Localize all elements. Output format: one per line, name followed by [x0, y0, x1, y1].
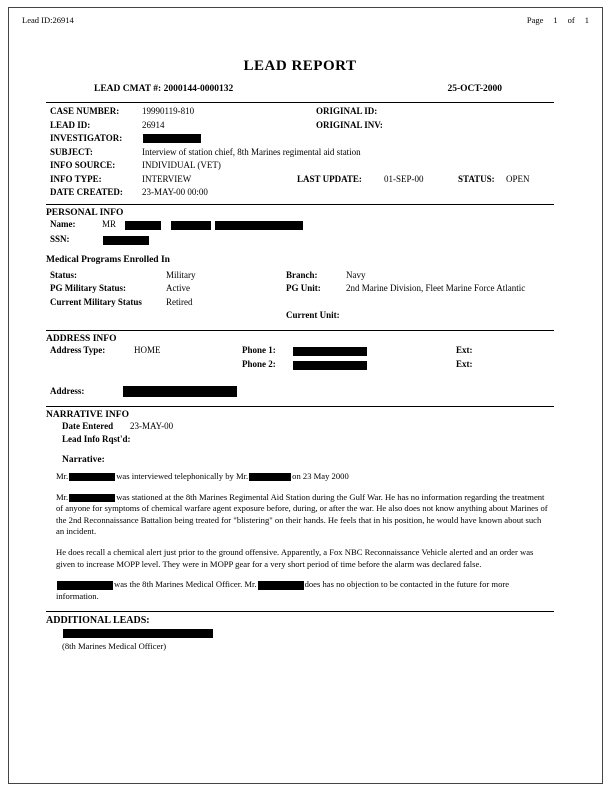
case-info-block [46, 106, 554, 201]
phone1-label: Phone 1: [242, 345, 276, 355]
original-id-label: ORIGINAL ID: [316, 106, 378, 116]
personal-info-title: PERSONAL INFO [46, 207, 124, 218]
case-number-label: CASE NUMBER: [50, 106, 120, 116]
row-investigator [46, 133, 554, 147]
address-redaction [123, 386, 237, 397]
row-lead-info-rqstd [46, 434, 554, 454]
cmat-number: 2000144-0000132 [163, 84, 234, 94]
header-lead-id-label: Lead ID: [22, 15, 53, 25]
investigator-label: INVESTIGATOR: [50, 133, 123, 143]
lead-id-value: 26914 [142, 119, 165, 130]
header-page-total: 1 [584, 15, 589, 25]
pg-unit-label: PG Unit: [286, 283, 321, 293]
name-redaction-last [215, 221, 303, 230]
header-lead-id-value: 26914 [52, 15, 74, 25]
divider-personal [46, 204, 554, 205]
cmat-label: LEAD CMAT #: [94, 84, 162, 94]
header-page-label: Page [526, 15, 544, 25]
info-source-label: INFO SOURCE: [50, 160, 116, 170]
narrative-p4-redaction-2 [258, 581, 304, 590]
header-page-info [517, 15, 589, 25]
last-update-label: LAST UPDATE: [297, 173, 362, 184]
medical-programs-label: Medical Programs Enrolled In [46, 254, 170, 265]
narrative-p2-text: was stationed at the 8th Marines Regimental Aid Station during the Gulf War. He has no information regarding the treatment of anyone for symptoms of chemical warfare agent exposure before, during, or after the war. He also does not know anything about Marines of the 2nd Reconnaissance Battalion being treated for "blistering" on their hands. He feels that in his position, he would have known about such an incident. [56, 491, 548, 537]
lead-info-rqstd-label: Lead Info Rqst'd: [62, 434, 131, 444]
phone2-label: Phone 2: [242, 358, 276, 369]
narrative-p1-redaction-1 [69, 473, 115, 481]
divider-additional-leads [46, 611, 554, 612]
narrative-p4-redaction-1 [57, 581, 113, 590]
cmat-row [46, 84, 554, 98]
additional-leads-redaction [63, 629, 213, 638]
subject-value: Interview of station chief, 8th Marines regimental aid station [142, 146, 361, 157]
status-value-case: OPEN [506, 173, 530, 184]
narrative-paragraph-2 [56, 492, 550, 538]
pg-unit-value: 2nd Marine Division, Fleet Marine Force Atlantic [346, 283, 526, 293]
narrative-paragraph-4 [56, 579, 550, 602]
address-type-value: HOME [134, 345, 161, 355]
row-info-type [46, 174, 554, 188]
divider-narrative [46, 406, 554, 407]
name-redaction-first [125, 221, 161, 230]
row-phone2 [46, 359, 554, 373]
address-info-title: ADDRESS INFO [46, 334, 117, 344]
row-address [46, 372, 554, 406]
name-redaction-middle [171, 221, 211, 230]
lead-id-label: LEAD ID: [50, 119, 91, 130]
address-label: Address: [50, 386, 85, 396]
branch-value: Navy [346, 269, 366, 280]
narrative-text [56, 471, 550, 602]
narrative-paragraph-3: He does recall a chemical alert just prior to the ground offensive. Apparently, a Fox NBC Reconnaissance Vehicle alerted and an order was given to increase MOPP level. They were in MOPP gear for a very short period of time before the alarm was declared false. [56, 546, 534, 569]
original-inv-label: ORIGINAL INV: [316, 119, 383, 130]
name-prefix: MR [102, 218, 117, 229]
status-label-case: STATUS: [458, 173, 495, 184]
row-case-number [46, 106, 554, 120]
case-number-value: 19990119-810 [142, 106, 195, 116]
pg-military-status-label: PG Military Status: [50, 283, 126, 293]
last-update-value: 01-SEP-00 [384, 173, 424, 184]
divider-top [46, 102, 554, 103]
narrative-info-title: NARRATIVE INFO [46, 410, 129, 420]
narrative-info-block [46, 410, 554, 602]
row-current-unit [46, 310, 554, 326]
info-source-value: INDIVIDUAL (VET) [142, 160, 221, 170]
info-type-label: INFO TYPE: [50, 173, 102, 184]
additional-leads-block [46, 615, 554, 651]
row-address-type [46, 345, 554, 359]
name-label: Name: [50, 218, 76, 229]
additional-leads-note: (8th Marines Medical Officer) [62, 641, 167, 652]
ssn-redaction [103, 236, 149, 245]
report-date: 25-OCT-2000 [447, 84, 502, 94]
ssn-label: SSN: [50, 233, 70, 244]
row-pg-military-status [46, 283, 554, 297]
date-entered-label: Date Entered [62, 421, 114, 431]
row-status [46, 270, 554, 284]
branch-label: Branch: [286, 269, 318, 280]
narrative-p2-redaction [69, 494, 115, 502]
report-title: LEAD REPORT [243, 58, 357, 74]
row-subject [46, 147, 554, 161]
row-date-created [46, 187, 554, 201]
subject-label: SUBJECT: [50, 146, 93, 157]
row-lead-id [46, 120, 554, 134]
pg-military-status-value: Active [166, 283, 190, 293]
address-type-label: Address Type: [50, 345, 106, 355]
phone2-redaction [293, 361, 367, 370]
narrative-p4-post: does has no objection to be contacted in the future for more information. [56, 579, 510, 601]
narrative-label: Narrative: [62, 455, 105, 465]
personal-info-block [46, 208, 554, 327]
row-date-entered [46, 421, 554, 434]
narrative-p1-post: on 23 May 2000 [292, 471, 349, 481]
date-entered-value: 23-MAY-00 [130, 421, 174, 431]
narrative-p4-mid: was the 8th Marines Medical Officer. Mr. [114, 579, 257, 590]
date-created-label: DATE CREATED: [50, 187, 123, 197]
narrative-p1-mid: was interviewed telephonically by Mr. [116, 471, 249, 481]
status-label: Status: [50, 269, 78, 280]
ext2-label: Ext: [456, 358, 473, 369]
additional-leads-title: ADDITIONAL LEADS: [46, 615, 150, 627]
row-current-military-status [46, 297, 554, 311]
row-info-source [46, 160, 554, 174]
narrative-p2-pre: Mr. [56, 491, 69, 502]
status-value: Military [166, 269, 196, 280]
phone1-redaction [293, 347, 367, 356]
additional-leads-redacted-row [46, 627, 554, 641]
header-page-number: 1 [553, 15, 558, 25]
current-unit-label: Current Unit: [286, 310, 340, 320]
header-page-of: of [567, 15, 575, 25]
narrative-p1-redaction-2 [249, 473, 291, 481]
address-info-block [46, 334, 554, 406]
info-type-value: INTERVIEW [142, 173, 192, 184]
row-name [46, 219, 554, 234]
current-military-status-label: Current Military Status [50, 296, 142, 307]
current-military-status-value: Retired [166, 296, 193, 307]
ext1-label: Ext: [456, 345, 473, 355]
date-created-value: 23-MAY-00 00:00 [142, 187, 208, 197]
investigator-redaction [143, 134, 201, 143]
cmat-label-and-number [94, 84, 233, 94]
header-lead-id [22, 15, 74, 25]
narrative-p1-pre: Mr. [56, 471, 69, 481]
divider-address [46, 330, 554, 331]
row-ssn [46, 234, 554, 251]
narrative-paragraph-1 [56, 471, 550, 483]
report-body [46, 58, 554, 651]
